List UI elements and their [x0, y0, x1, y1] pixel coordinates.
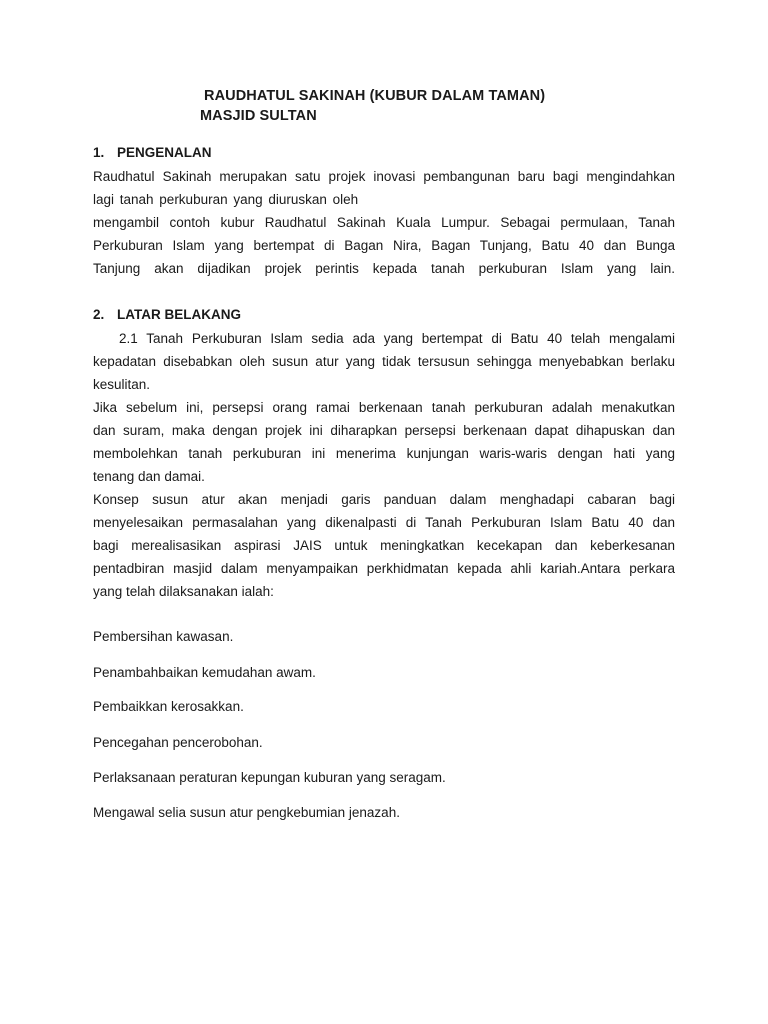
- latar-belakang-paragraph: [93, 327, 675, 603]
- section-number: 1.: [93, 145, 105, 160]
- paragraph-line: Jika sebelum ini, persepsi orang ramai berkenaan tanah perkuburan adalah menakutkan: [93, 400, 675, 415]
- pengenalan-paragraph: [93, 165, 675, 280]
- paragraph-line: lagi tanah perkuburan yang diuruskan oleh: [93, 192, 359, 207]
- paragraph-line: kepadatan disebabkan oleh susun atur yang tidak tersusun sehingga menyebabkan berlaku: [93, 354, 675, 369]
- list-item: Perlaksanaan peraturan kepungan kuburan yang seragam.: [93, 770, 446, 785]
- paragraph-line: pentadbiran masjid dalam menyampaikan perkhidmatan kepada ahli kariah.Antara perkara: [93, 561, 675, 576]
- list-item: Mengawal selia susun atur pengkebumian jenazah.: [93, 805, 400, 820]
- section-title: PENGENALAN: [117, 145, 212, 160]
- paragraph-line: Konsep susun atur akan menjadi garis panduan dalam menghadapi cabaran bagi: [93, 492, 675, 507]
- paragraph-line: mengambil contoh kubur Raudhatul Sakinah Kuala Lumpur. Sebagai permulaan, Tanah: [93, 215, 675, 230]
- paragraph-line: dan suram, maka dengan projek ini diharapkan persepsi berkenaan dapat dihapuskan dan: [93, 423, 675, 438]
- list-item: Pembaikkan kerosakkan.: [93, 699, 244, 714]
- document-title: RAUDHATUL SAKINAH (KUBUR DALAM TAMAN): [204, 88, 546, 104]
- paragraph-line: membolehkan tanah perkuburan ini menerima kunjungan waris-waris dengan hati yang: [93, 446, 675, 461]
- paragraph-line: Tanjung akan dijadikan projek perintis kepada tanah perkuburan Islam yang lain.: [93, 261, 675, 276]
- paragraph-line: menyelesaikan permasalahan yang dikenalpasti di Tanah Perkuburan Islam Batu 40 dan: [93, 515, 675, 530]
- section-number: 2.: [93, 307, 105, 322]
- paragraph-line: bagi merealisasikan aspirasi JAIS untuk meningkatkan kecekapan dan keberkesanan: [93, 538, 675, 553]
- paragraph-line: Raudhatul Sakinah merupakan satu projek inovasi pembangunan baru bagi mengindahkan: [93, 169, 675, 184]
- paragraph-line: yang telah dilaksanakan ialah:: [93, 584, 274, 599]
- paragraph-line: kesulitan.: [93, 377, 151, 392]
- paragraph-line: tenang dan damai.: [93, 469, 205, 484]
- list-item: Pembersihan kawasan.: [93, 629, 234, 644]
- list-item: Penambahbaikan kemudahan awam.: [93, 665, 316, 680]
- paragraph-line: Perkuburan Islam yang bertempat di Bagan Nira, Bagan Tunjang, Batu 40 dan Bunga: [93, 238, 675, 253]
- paragraph-line: 2.1 Tanah Perkuburan Islam sedia ada yang bertempat di Batu 40 telah mengalami: [119, 331, 675, 346]
- section-title: LATAR BELAKANG: [117, 307, 241, 322]
- document-subtitle: MASJID SULTAN: [200, 108, 317, 124]
- list-item: Pencegahan pencerobohan.: [93, 735, 263, 750]
- section-heading-pengenalan: [93, 145, 212, 160]
- section-heading-latar-belakang: [93, 307, 241, 322]
